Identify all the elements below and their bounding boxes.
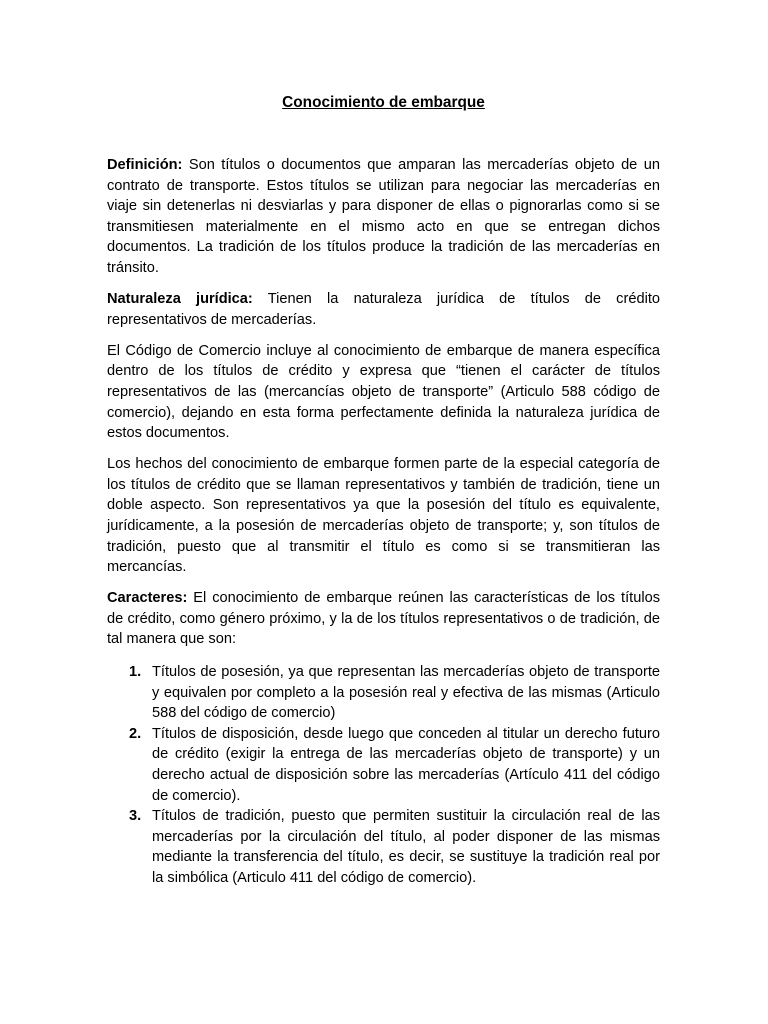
list-item-number: 2. — [129, 725, 142, 742]
legal-nature-paragraph — [107, 289, 660, 330]
facts-paragraph: Los hechos del conocimiento de embarque formen parte de la especial categoría de los títulos de crédito que se llaman representativos y también de tradición, tiene un doble aspecto. Son representativos ya que la posesión del título es equivalente, jurídicamente, a la posesión de mercaderías objeto de transporte; y, son títulos de tradición, puesto que al transmitir el título es como si se transmitieran las mercancías. — [107, 456, 660, 576]
characteristics-list — [107, 662, 660, 889]
list-item-number: 3. — [129, 808, 142, 825]
document-title: Conocimiento de embarque — [282, 94, 485, 111]
list-item — [107, 806, 660, 888]
list-item — [107, 724, 660, 806]
document-page — [107, 92, 660, 889]
commerce-code-paragraph: El Código de Comercio incluye al conocimiento de embarque de manera específica dentro de los títulos de crédito y expresa que “tienen el carácter de títulos representativos de las (mercancías objeto de transporte” (Articulo 588 código de comercio), dejando en esta forma perfectamente definida la naturaleza jurídica de estos documentos. — [107, 342, 660, 442]
definition-label: Definición: — [107, 157, 183, 173]
legal-nature-label: Naturaleza jurídica: — [107, 291, 253, 308]
list-item-text: Títulos de disposición, desde luego que conceden al titular un derecho futuro de crédito (exigir la entrega de las mercaderías objeto de transporte) y un derecho actual de disposición sobre las mercaderías (Artículo 411 del código de comercio). — [152, 725, 660, 804]
characteristics-paragraph — [107, 588, 660, 650]
list-item-text: Títulos de posesión, ya que representan las mercaderías objeto de transporte y equivalen por completo a la posesión real y efectiva de las mismas (Articulo 588 del código de comercio) — [152, 664, 660, 722]
list-item — [107, 662, 660, 724]
list-item-text: Títulos de tradición, puesto que permiten sustituir la circulación real de las mercaderías por la circulación del título, al poder disponer de las mismas mediante la transferencia del título, es decir, se sustituye la tradición real por la simbólica (Articulo 411 del código de comercio). — [152, 808, 660, 886]
characteristics-text: El conocimiento de embarque reúnen las características de los títulos de crédito, como género próximo, y la de los títulos representativos o de tradición, de tal manera que son: — [107, 590, 660, 648]
list-item-number: 1. — [129, 664, 142, 681]
definition-paragraph — [107, 155, 660, 279]
legal-nature-text: Tienen la naturaleza jurídica de títulos de crédito representativos de mercaderías. — [107, 291, 660, 328]
characteristics-label: Caracteres: — [107, 590, 188, 607]
definition-text: Son títulos o documentos que amparan las mercaderías objeto de un contrato de transporte. Estos títulos se utilizan para negociar las mercaderías en viaje sin detenerlas ni desviarlas y para disponer de ellas o pignorarlas como si se transmitiesen materialmente en el mismo acto en que se entregan dichos documentos. La tradición de los títulos produce la tradición de las mercaderías en tránsito. — [107, 157, 660, 276]
